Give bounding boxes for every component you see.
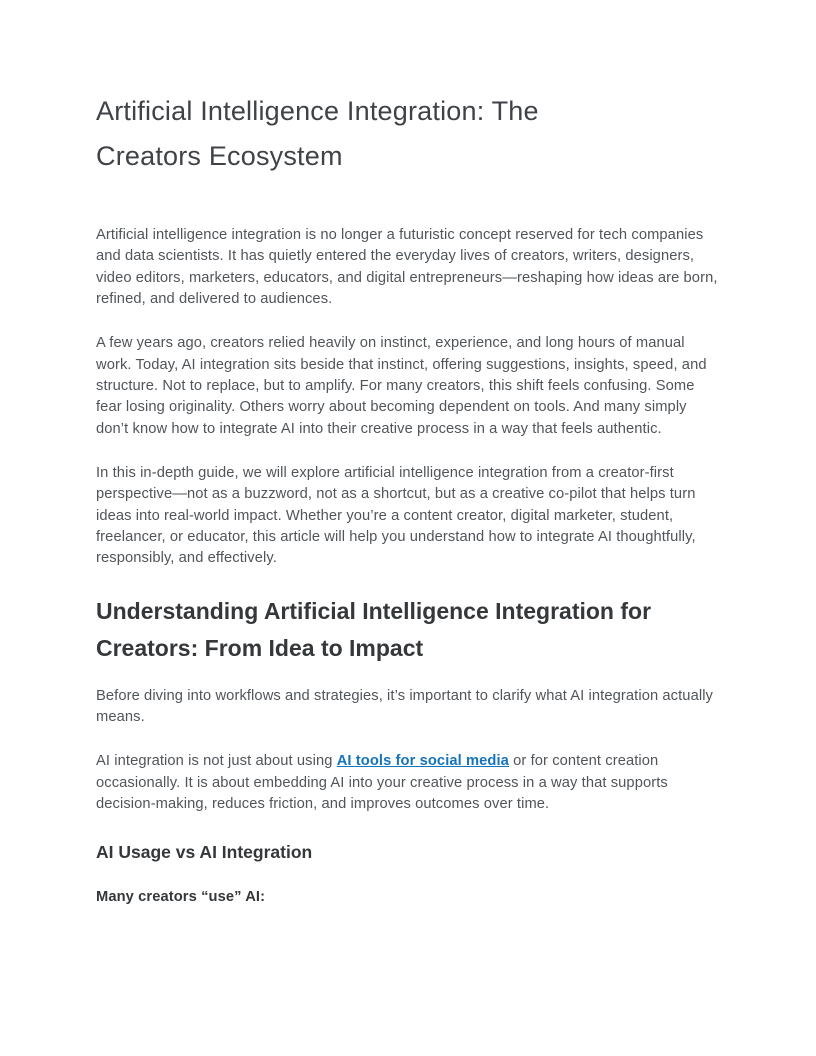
paragraph-with-link <box>96 751 720 815</box>
lead-in-text: Many creators “use” AI: <box>96 889 266 906</box>
intro-paragraph-1: Artificial intelligence integration is no longer a futuristic concept reserved for tech companies and data scientists. It has quietly entered the everyday lives of creators, writers, designers, video editors, marketers, educators, and digital entrepreneurs—reshaping how ideas are born, refined, and delivered to audiences. <box>96 227 718 307</box>
link-paragraph-after: or for content creation occasionally. It is about embedding AI into your creative process in a way that supports decision-making, reduces friction, and improves outcomes over time. <box>96 753 668 812</box>
intro-paragraph-2: A few years ago, creators relied heavily on instinct, experience, and long hours of manual work. Today, AI integration sits beside that instinct, offering suggestions, insights, speed, and structure. Not to replace, but to amplify. For many creators, this shift feels confusing. Some fear losing originality. Others worry about becoming dependent on tools. And many simply don’t know how to integrate AI into their creative process in a way that feels authentic. <box>96 335 707 437</box>
ai-tools-for-social-media-link[interactable]: AI tools for social media <box>336 753 509 770</box>
intro-paragraph-3: In this in-depth guide, we will explore artificial intelligence integration from a creator-first perspective—not as a buzzword, not as a shortcut, but as a creative co-pilot that helps turn ideas into real-world impact. Whether you’re a content creator, digital marketer, student, freelancer, or educator, this article will help you understand how to integrate AI thoughtfully, responsibly, and effectively. <box>96 464 696 567</box>
link-paragraph-before: AI integration is not just about using <box>96 753 337 770</box>
sub-heading: AI Usage vs AI Integration <box>96 842 313 863</box>
section-intro-paragraph: Before diving into workflows and strategies, it’s important to clarify what AI integration actually means. <box>96 687 714 725</box>
section-heading: Understanding Artificial Intelligence Integration for Creators: From Idea to Impact <box>96 597 652 661</box>
document-title: Artificial Intelligence Integration: The Creators Ecosystem <box>96 96 539 171</box>
